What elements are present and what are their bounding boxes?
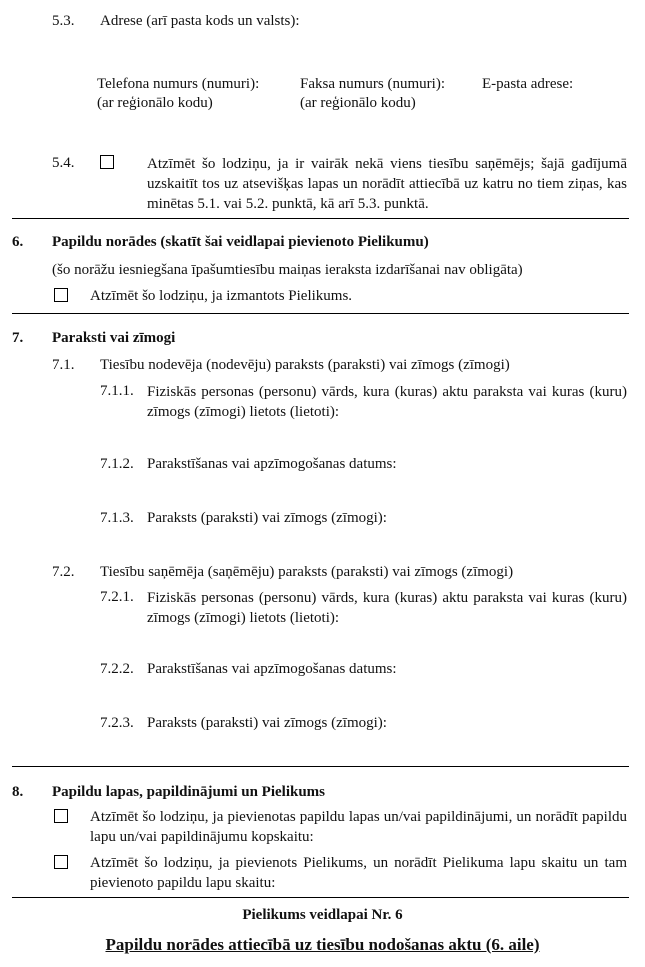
fax-sublabel: (ar reģionālo kodu) [300,95,416,111]
annex-used-text: Atzīmēt šo lodziņu, ja izmantots Pielikums. [90,288,353,304]
divider [12,897,629,898]
item-7-2-2-number: 7.2.2. [100,661,134,677]
annex-attached-checkbox[interactable] [54,855,68,869]
phone-label: Telefona numurs (numuri): [97,76,260,92]
item-7-2-1-number: 7.2.1. [100,589,134,605]
section-7-1-number: 7.1. [52,357,75,373]
item-7-1-3-text: Paraksts (paraksti) vai zīmogs (zīmogi): [147,510,387,526]
item-7-1-2-text: Parakstīšanas vai apzīmogošanas datums: [147,456,397,472]
address-label: Adrese (arī pasta kods un valsts): [100,13,300,29]
item-7-1-2-number: 7.1.2. [100,456,134,472]
multiple-holders-text: Atzīmēt šo lodziņu, ja ir vairāk nekā viens tiesību saņēmējs; šajā gadījumā uzskaitīt tos uz atsevišķas lapas un norādīt attiecībā uz katru no tiem ziņas, kas minētas 5.1. vai 5.2. punktā, kā arī 5.3. punktā. [147,156,627,212]
extra-pages-text: Atzīmēt šo lodziņu, ja pievienotas papildu lapas un/vai papildinājumi, un norādīt papildu lapu un/vai papildinājumu kopskaitu: [90,809,627,845]
section-7-2-number: 7.2. [52,564,75,580]
extra-pages-checkbox[interactable] [54,809,68,823]
section-8-title: Papildu lapas, papildinājumi un Pielikums [52,784,326,800]
divider [12,766,629,767]
item-7-2-2-text: Parakstīšanas vai apzīmogošanas datums: [147,661,397,677]
section-7-2-title: Tiesību saņēmēja (saņēmēju) paraksts (paraksti) vai zīmogs (zīmogi) [100,564,514,580]
annex-subtitle: Papildu norādes attiecībā uz tiesību nodošanas aktu (6. aile) [105,935,540,954]
multiple-holders-checkbox[interactable] [100,155,114,169]
section-5-4-number: 5.4. [52,155,75,171]
item-7-2-3-number: 7.2.3. [100,715,134,731]
section-6-note: (šo norāžu iesniegšana īpašumtiesību maiņas ieraksta izdarīšanai nav obligāta) [52,262,523,278]
annex-attached-text: Atzīmēt šo lodziņu, ja pievienots Pielikums, un norādīt Pielikuma lapu skaitu un tam pievienoto papildu lapu skaitu: [90,855,627,891]
item-7-2-3-text: Paraksts (paraksti) vai zīmogs (zīmogi): [147,715,387,731]
fax-label: Faksa numurs (numuri): [300,76,445,92]
divider [12,313,629,314]
section-7-number: 7. [12,330,24,346]
section-7-1-title: Tiesību nodevēja (nodevēju) paraksts (paraksti) vai zīmogs (zīmogi) [100,357,510,373]
section-5-3-number: 5.3. [52,13,75,29]
annex-used-checkbox[interactable] [54,288,68,302]
item-7-1-3-number: 7.1.3. [100,510,134,526]
phone-sublabel: (ar reģionālo kodu) [97,95,213,111]
section-6-number: 6. [12,234,24,250]
item-7-1-1-number: 7.1.1. [100,383,134,399]
section-7-title: Paraksti vai zīmogi [52,330,176,346]
email-label: E-pasta adrese: [482,76,574,92]
item-7-2-1-text: Fiziskās personas (personu) vārds, kura (kuras) aktu paraksta vai kuras (kuru) zīmogs (zīmogi) lietots (lietoti): [147,590,627,626]
section-6-title: Papildu norādes (skatīt šai veidlapai pievienoto Pielikumu) [52,234,429,250]
item-7-1-1-text: Fiziskās personas (personu) vārds, kura (kuras) aktu paraksta vai kuras (kuru) zīmogs (zīmogi) lietots (lietoti): [147,384,627,420]
section-8-number: 8. [12,784,24,800]
annex-title: Pielikums veidlapai Nr. 6 [242,907,403,923]
divider [12,218,629,219]
